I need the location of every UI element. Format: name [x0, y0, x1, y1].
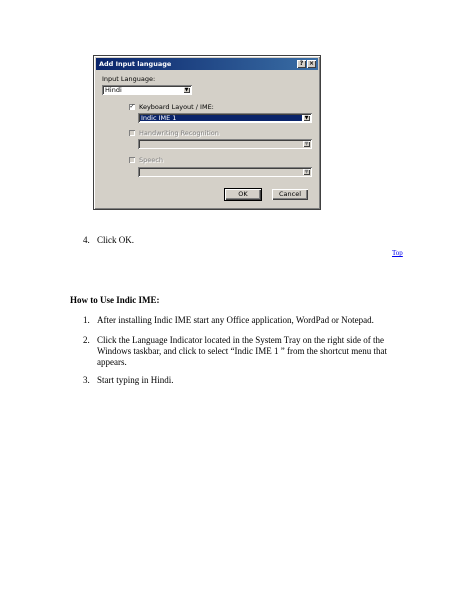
- step-4-number: 4.: [83, 235, 90, 245]
- input-language-value: Hindi: [105, 86, 122, 94]
- chevron-down-icon[interactable]: ▼: [304, 141, 309, 147]
- chevron-down-icon[interactable]: ▼: [184, 87, 189, 93]
- dialog-title: Add Input language: [99, 60, 172, 68]
- step-4-text: Click OK.: [97, 235, 134, 245]
- chevron-down-icon[interactable]: ▼: [304, 115, 309, 121]
- top-link[interactable]: Top: [392, 249, 403, 257]
- keyboard-layout-label: Keyboard Layout / IME:: [139, 103, 214, 111]
- keyboard-layout-select[interactable]: [138, 113, 312, 123]
- keyboard-layout-value: Indic IME 1: [140, 115, 302, 121]
- step-3-text: Start typing in Hindi.: [97, 375, 174, 385]
- speech-label: Speech: [139, 156, 163, 164]
- dialog-title-bar: [96, 58, 318, 70]
- cancel-button[interactable]: Cancel: [272, 189, 308, 200]
- step-1-number: 1.: [83, 315, 90, 325]
- speech-select[interactable]: [138, 167, 312, 177]
- handwriting-select[interactable]: [138, 139, 312, 149]
- ok-button[interactable]: OK: [225, 189, 261, 200]
- step-2-line-2: Windows taskbar, and click to select “Indic IME 1 ” from the shortcut menu that: [97, 346, 387, 356]
- close-button[interactable]: ×: [308, 60, 315, 67]
- step-2-line-3: appears.: [97, 357, 127, 367]
- input-language-label: Input Language:: [102, 75, 156, 83]
- keyboard-layout-checkbox[interactable]: ✓: [129, 103, 135, 110]
- handwriting-label: Handwriting Recognition: [139, 129, 219, 137]
- section-heading: How to Use Indic IME:: [70, 295, 160, 305]
- step-2-line-1: Click the Language Indicator located in the System Tray on the right side of the: [97, 335, 384, 345]
- chevron-down-icon[interactable]: ▼: [304, 169, 309, 175]
- speech-checkbox[interactable]: [129, 157, 135, 163]
- step-3-number: 3.: [83, 375, 90, 385]
- help-button[interactable]: ?: [297, 60, 306, 68]
- handwriting-checkbox[interactable]: [129, 130, 135, 136]
- step-2-number: 2.: [83, 335, 90, 345]
- step-1-text: After installing Indic IME start any Office application, WordPad or Notepad.: [97, 315, 374, 325]
- input-language-select[interactable]: [102, 85, 192, 95]
- add-input-language-dialog: [93, 55, 321, 210]
